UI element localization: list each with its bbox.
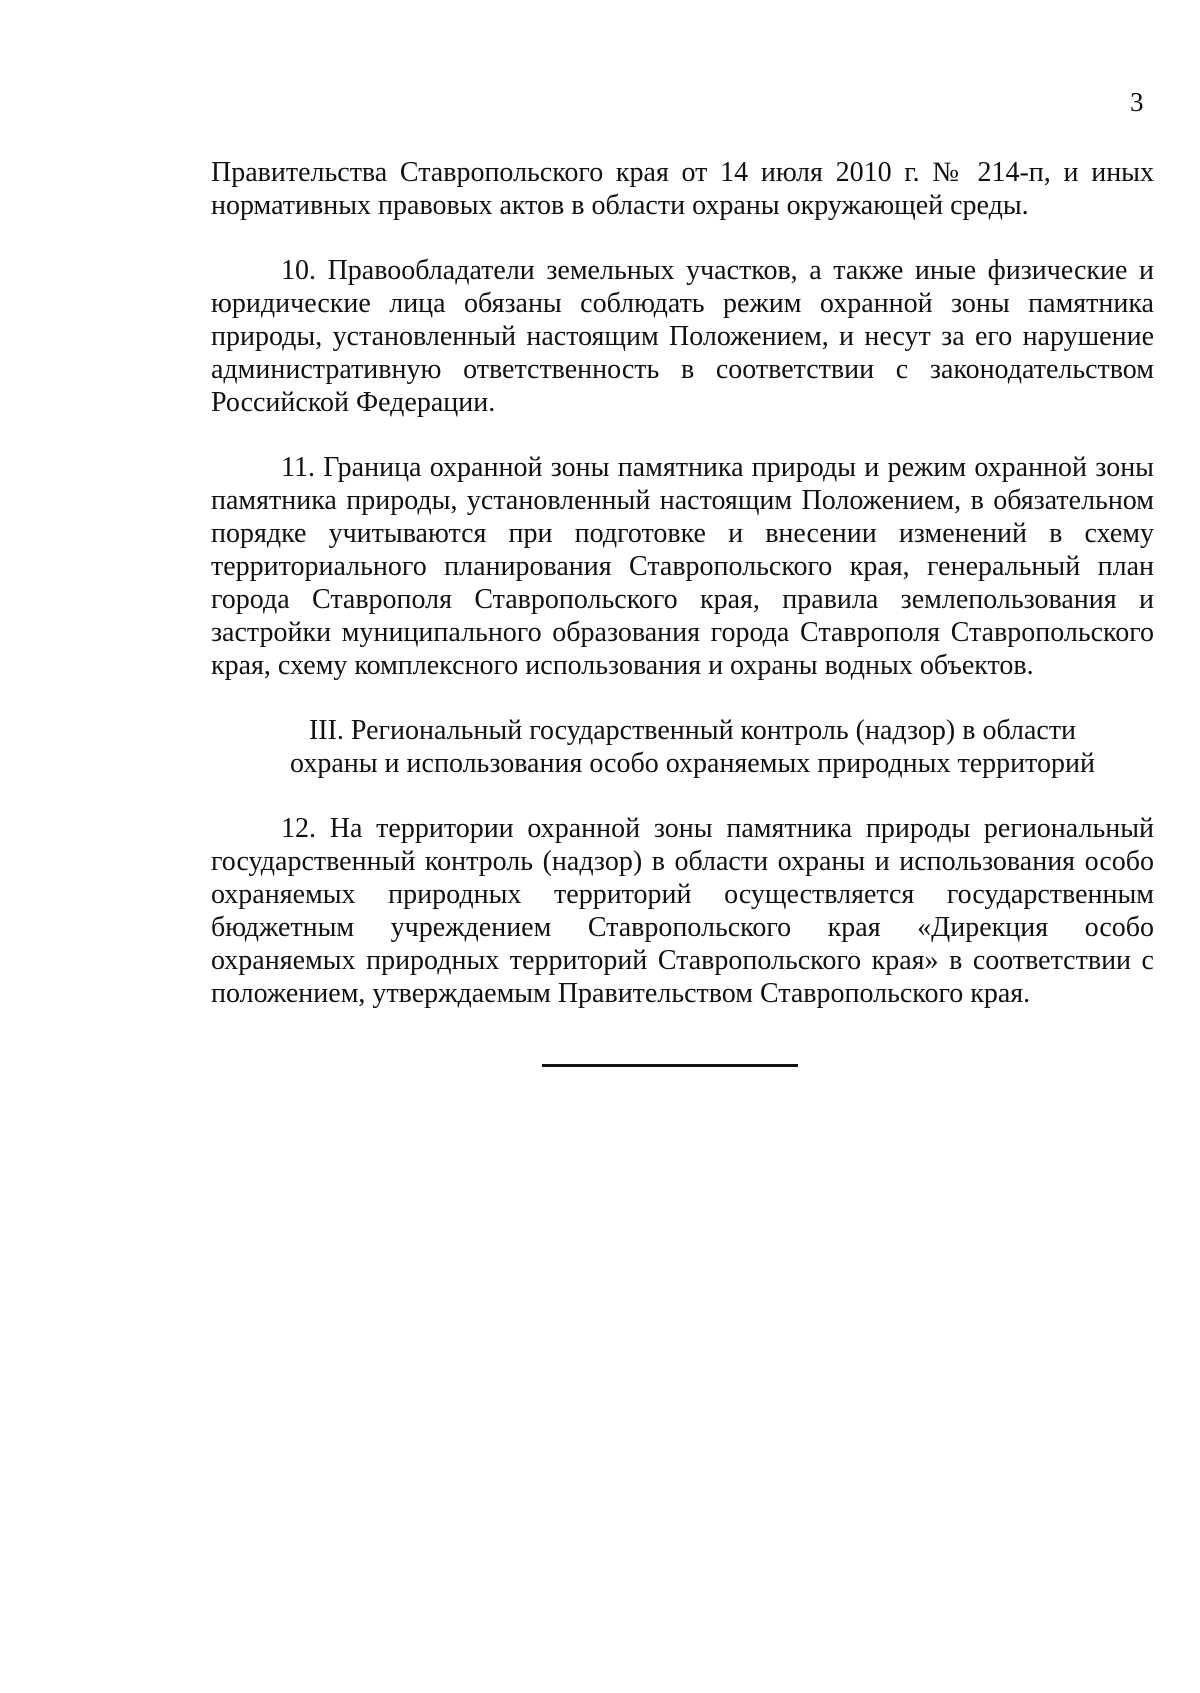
- page-number: 3: [1130, 87, 1144, 117]
- section-3-heading-line-1: III. Региональный государственный контроль (надзор) в области: [308, 715, 1077, 746]
- section-3-heading: [211, 714, 1154, 780]
- section-3-heading-line-2: охраны и использования особо охраняемых природных территорий: [290, 748, 1095, 779]
- end-of-document-rule: [542, 1064, 798, 1067]
- paragraph-10: 10. Правообладатели земельных участков, а также иные физические и юридические лица обязаны соблюдать режим охранной зоны памятника природы, установленный настоящим Положением, и несут за его нарушение административную ответственность в соответствии с законодательством Российской Федерации.: [211, 255, 1154, 418]
- paragraph-11: 11. Граница охранной зоны памятника природы и режим охранной зоны памятника природы, установленный настоящим Положением, в обязательном порядке учитываются при подготовке и внесении изменений в схему территориального планирования Ставропольского края, генеральный план города Ставрополя Ставропольского края, правила землепользования и застройки муниципального образования города Ставрополя Ставропольского края, схему комплексного использования и охраны водных объектов.: [211, 452, 1154, 681]
- continuation-paragraph: Правительства Ставропольского края от 14 июля 2010 г. № 214-п, и иных нормативных правовых актов в области охраны окружающей среды.: [211, 157, 1154, 221]
- paragraph-12: 12. На территории охранной зоны памятника природы региональный государственный контроль (надзор) в области охраны и использования особо охраняемых природных территорий осуществляется государственным бюджетным учреждением Ставропольского края «Дирекция особо охраняемых природных территорий Ставропольского края» в соответствии с положением, утверждаемым Правительством Ставропольского края.: [211, 813, 1154, 1009]
- document-body: [211, 156, 1154, 1010]
